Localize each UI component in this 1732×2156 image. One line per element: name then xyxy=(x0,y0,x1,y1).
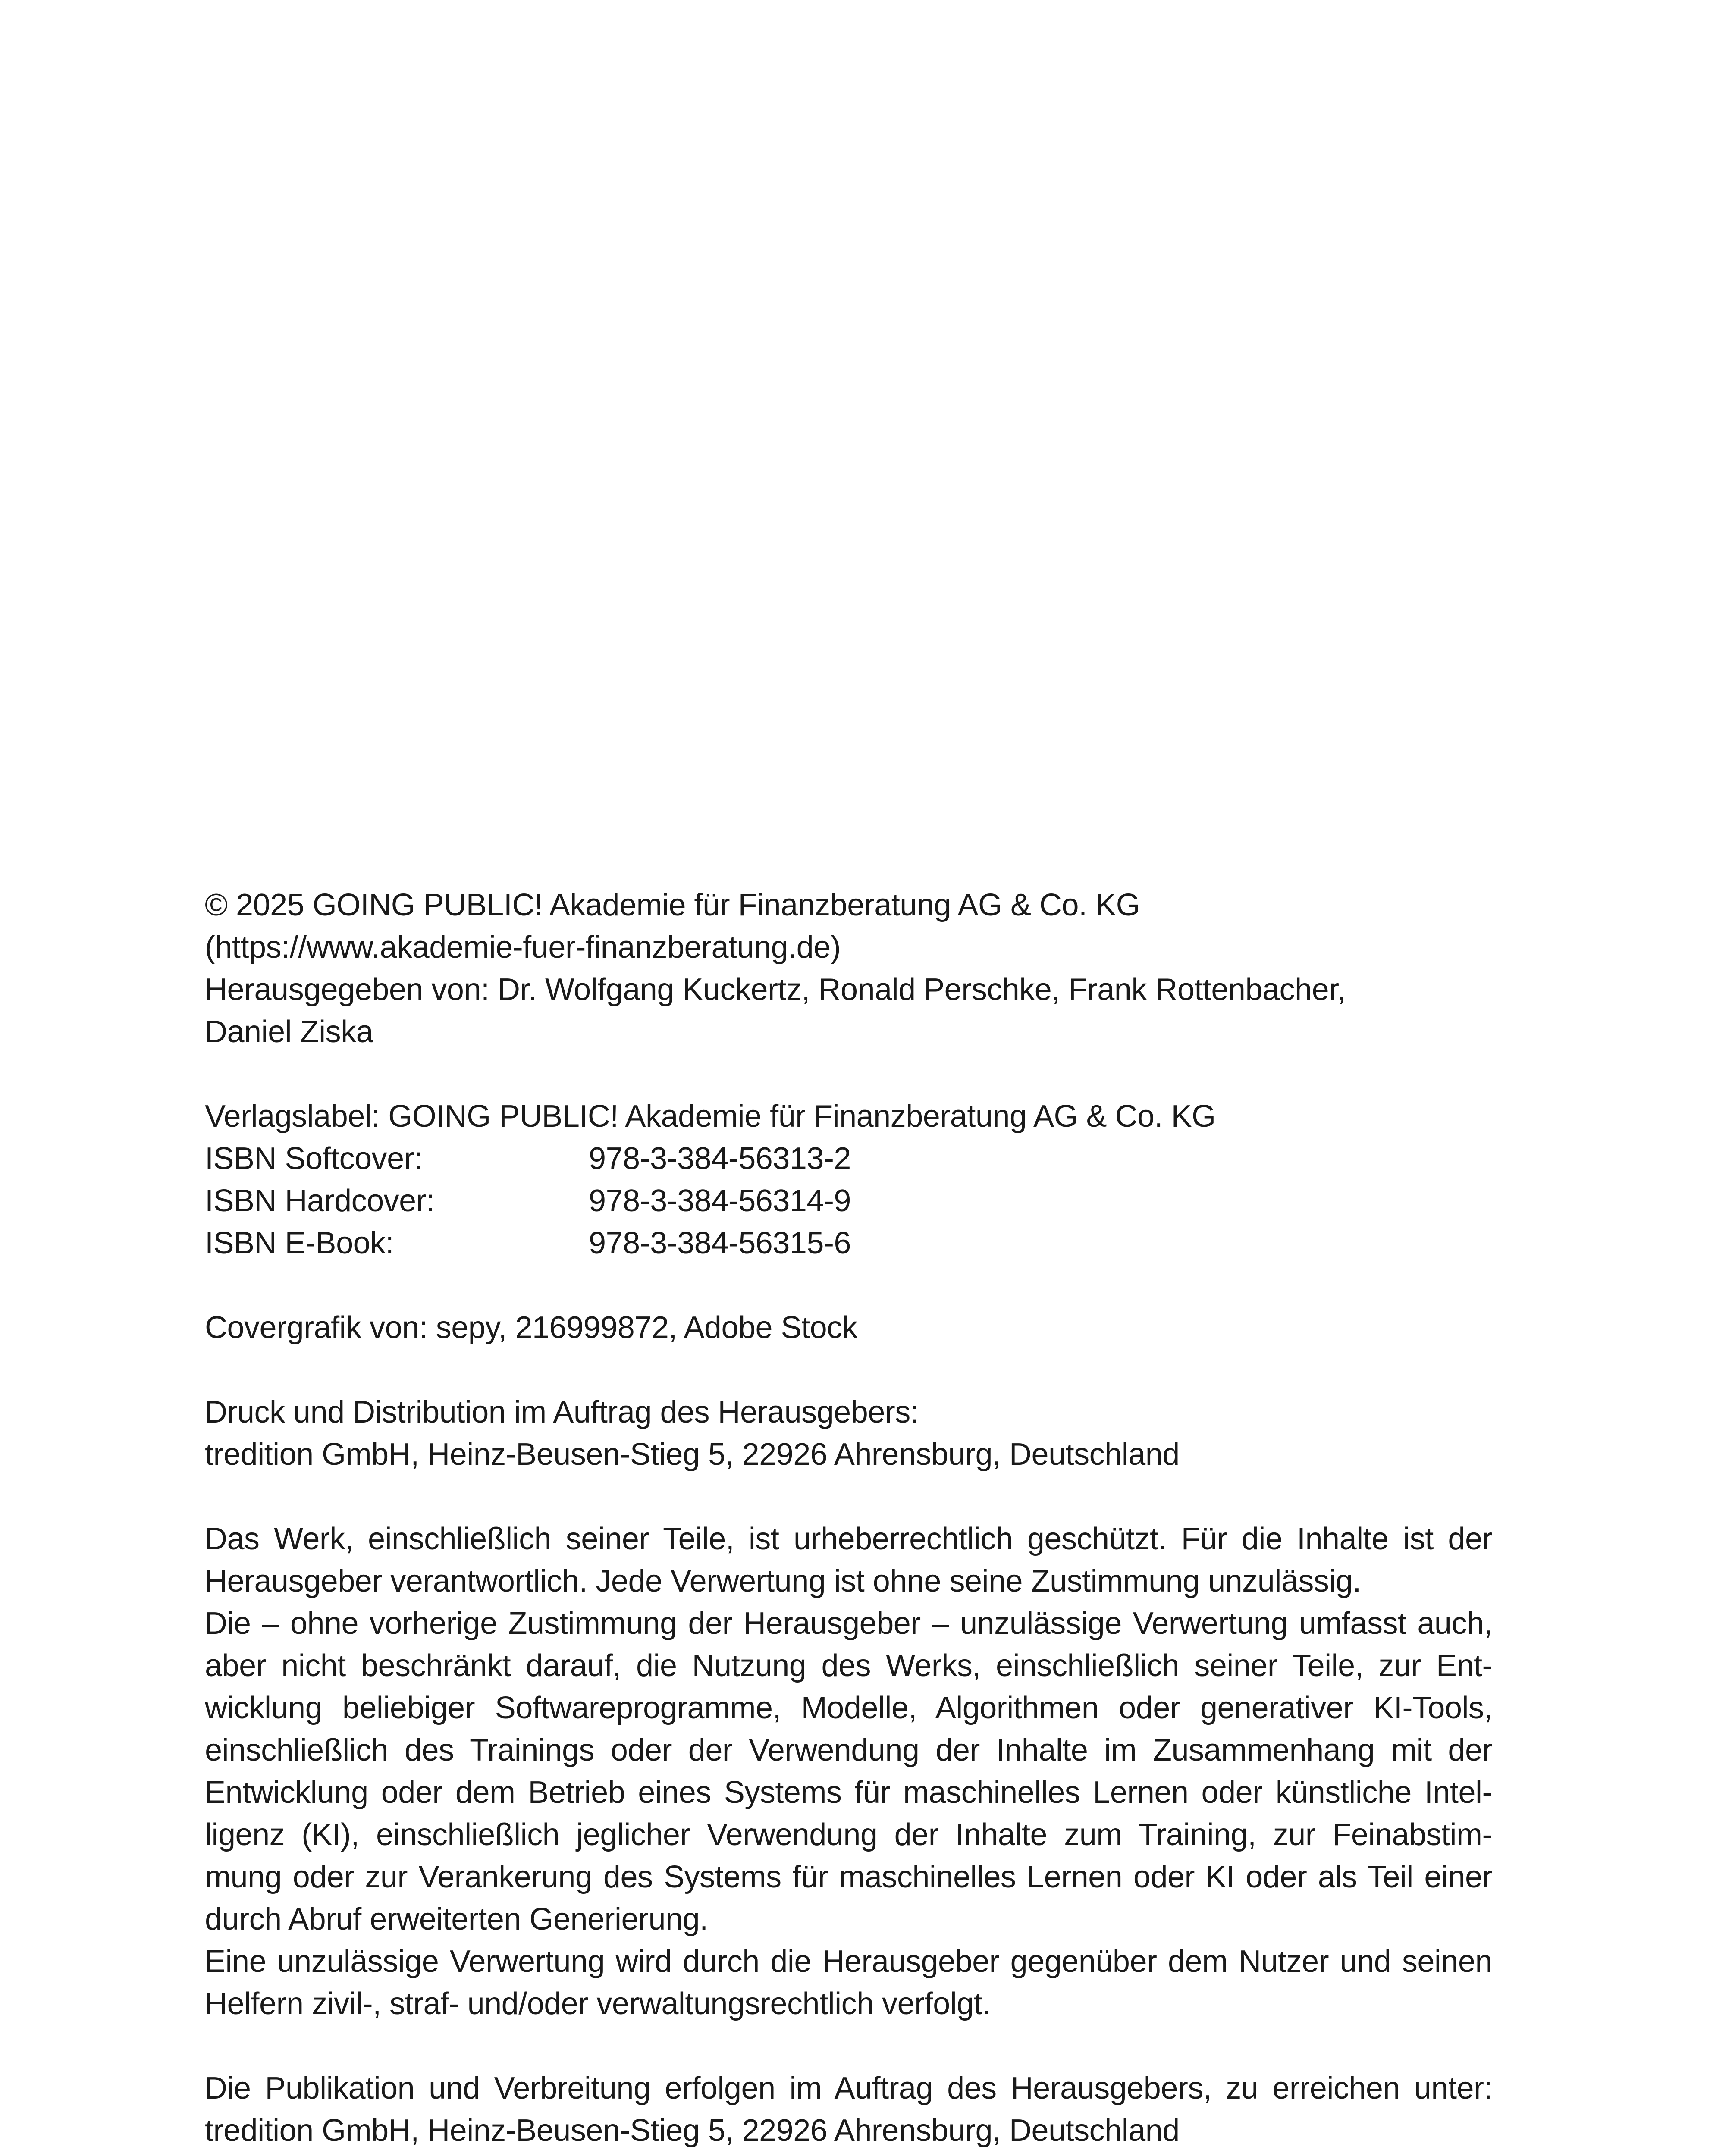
copyright-line: © 2025 GOING PUBLIC! Akademie für Finanzberatung AG & Co. KG xyxy=(205,888,1140,922)
contact-address: tredition GmbH, Heinz-Beusen-Stieg 5, 22926 Ahrensburg, Deutschland xyxy=(205,2113,1180,2148)
editors-line: Herausgegeben von: Dr. Wolfgang Kuckertz, Ronald Perschke, Frank Rottenbacher, xyxy=(205,972,1346,1007)
publisher-url: (https://www.akademie-fuer-finanzberatung.de) xyxy=(205,930,841,965)
isbn-label: ISBN E-Book: xyxy=(205,1226,394,1260)
rights-notice xyxy=(205,1518,1492,2025)
rights-line: einschließlich des Trainings oder der Verwendung der Inhalte im Zusammenhang mit der xyxy=(205,1733,1492,1767)
rights-line: durch Abruf erweiterten Generierung. xyxy=(205,1902,708,1937)
rights-line: Die – ohne vorherige Zustimmung der Herausgeber – unzulässige Verwertung umfasst auch, xyxy=(205,1606,1492,1641)
spacer xyxy=(205,2025,1492,2067)
rights-line: aber nicht beschränkt darauf, die Nutzung des Werks, einschließlich seiner Teile, zur Ent- xyxy=(205,1648,1492,1683)
rights-line: wicklung beliebiger Softwareprogramme, Modelle, Algorithmen oder generativer KI-Tools, xyxy=(205,1691,1492,1725)
distribution-address: tredition GmbH, Heinz-Beusen-Stieg 5, 22926 Ahrensburg, Deutschland xyxy=(205,1437,1180,1472)
rights-line: Entwicklung oder dem Betrieb eines Systems für maschinelles Lernen oder künstliche Intel- xyxy=(205,1775,1492,1810)
rights-line: ligenz (KI), einschließlich jeglicher Verwendung der Inhalte zum Training, zur Feinabstim- xyxy=(205,1818,1492,1852)
spacer xyxy=(205,1349,1492,1391)
spacer xyxy=(205,1053,1492,1095)
isbn-hardcover-row xyxy=(205,1180,1492,1222)
isbn-value: 978-3-384-56314-9 xyxy=(589,1184,851,1218)
isbn-label: ISBN Hardcover: xyxy=(205,1184,435,1218)
spacer xyxy=(205,1264,1492,1307)
spacer xyxy=(205,1476,1492,1518)
isbn-ebook-row xyxy=(205,1222,1492,1264)
rights-line: Herausgeber verantwortlich. Jede Verwertung ist ohne seine Zustimmung unzulässig. xyxy=(205,1564,1361,1598)
contact-email-line xyxy=(205,2152,1492,2156)
cover-credit: Covergrafik von: sepy, 216999872, Adobe Stock xyxy=(205,1310,858,1345)
imprint-block xyxy=(205,884,1492,2156)
contact-line: Die Publikation und Verbreitung erfolgen im Auftrag des Herausgebers, zu erreichen unter: xyxy=(205,2071,1492,2106)
isbn-softcover-row xyxy=(205,1138,1492,1180)
isbn-value: 978-3-384-56313-2 xyxy=(589,1141,851,1176)
rights-line: Helfern zivil-, straf- und/oder verwaltungsrechtlich verfolgt. xyxy=(205,1987,991,2021)
rights-line: Eine unzulässige Verwertung wird durch die Herausgeber gegenüber dem Nutzer und seinen xyxy=(205,1944,1492,1979)
publisher-label: Verlagslabel: GOING PUBLIC! Akademie für Finanzberatung AG & Co. KG xyxy=(205,1099,1216,1134)
isbn-value: 978-3-384-56315-6 xyxy=(589,1226,851,1260)
rights-line: Das Werk, einschließlich seiner Teile, ist urheberrechtlich geschützt. Für die Inhalte ist der xyxy=(205,1522,1492,1556)
isbn-label: ISBN Softcover: xyxy=(205,1141,423,1176)
rights-line: mung oder zur Verankerung des Systems für maschinelles Lernen oder KI oder als Teil einer xyxy=(205,1860,1492,1894)
editors-line-continued: Daniel Ziska xyxy=(205,1015,373,1049)
distribution-heading: Druck und Distribution im Auftrag des Herausgebers: xyxy=(205,1395,919,1429)
